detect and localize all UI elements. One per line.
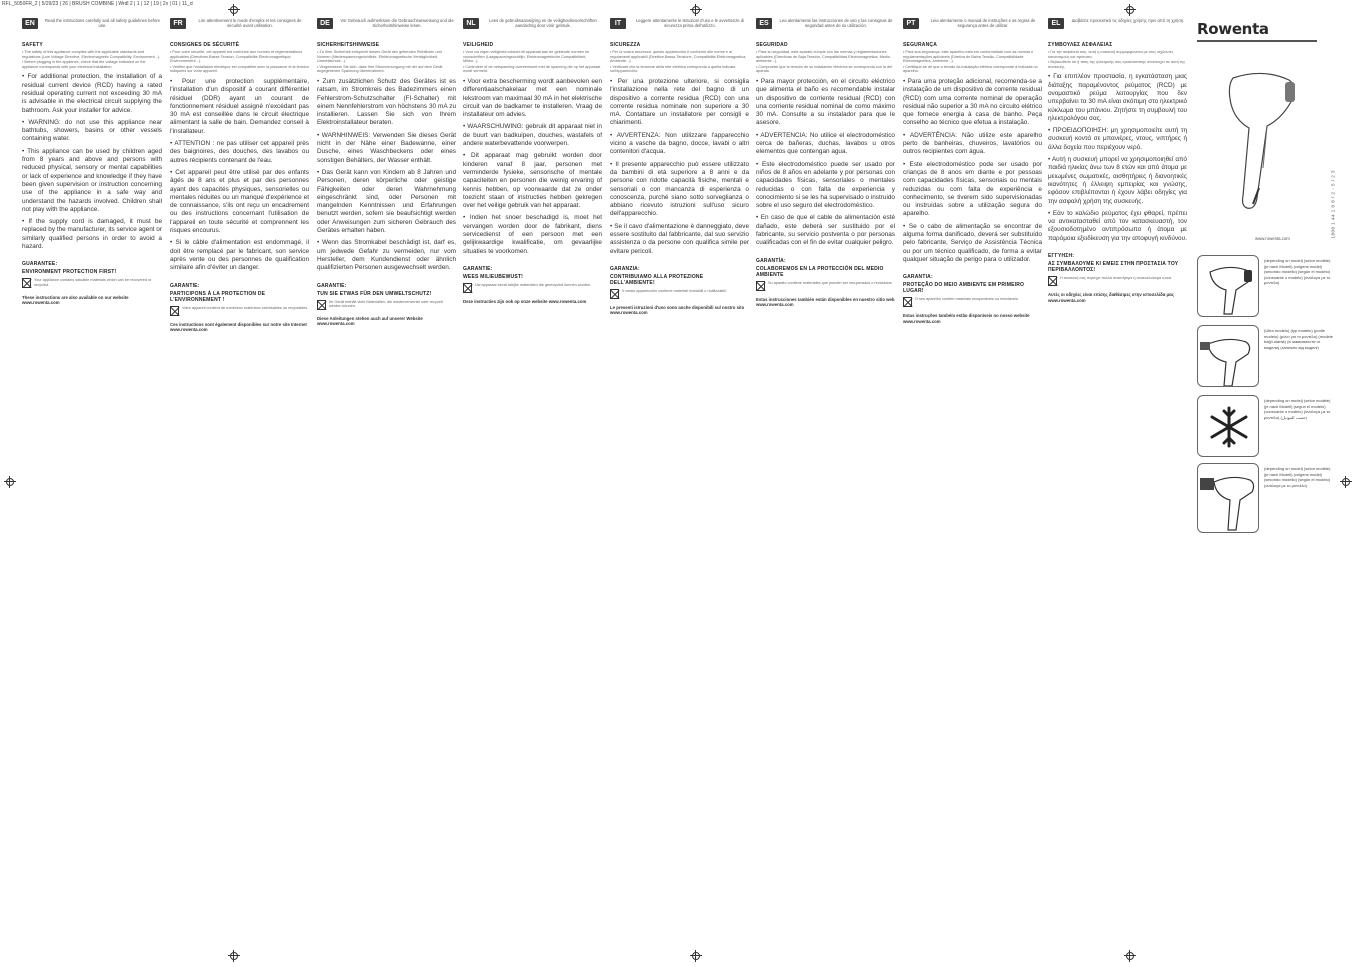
guarantee-title: GARANTIA: [903, 274, 933, 281]
crossed-bin-icon [22, 278, 31, 288]
water-warning: • ΠΡΟΕΙΔΟΠΟΙΗΣΗ: μη χρησιμοποιείτε αυτή τη συσκευή κοντά σε μπανιέρες, ντους, νιπτήρες ή άλλα δοχεία που περιέχουν νερό. [1048, 127, 1187, 151]
rcd-warning: • Pour une protection supplémentaire, l'installation d'un dispositif à courant différentiel résiduel (DDR) ayant un courant de fonctionnement résiduel assigné n'excédant pas 30 mA est conseillée dans le circuit électrique alimentant la salle de bain. Demandez conseil à l'installateur. [170, 77, 309, 135]
print-header-text: RFL_5050FR_2 | 5/29/23 | 26 | BRUSH COMBINE | Wrdl 2 | 1 | 12 | 19 | 2x | 01 | 11_d [2, 1, 193, 7]
environment-title: ΑΣ ΣΥΜΒΑΛΟΥΜΕ ΚΙ ΕΜΕΙΣ ΣΤΗΝ ΠΡΟΣΤΑΣΙΑ ΤΟΥ ΠΕΡΙΒΑΛΛΟΝΤΟΣ! [1048, 261, 1179, 274]
cord-warning: • Si le câble d'alimentation est endommagé, il doit être remplacé par le fabricant, son service après vente ou des personnes de qualification similaire afin d'éviter un danger. [170, 239, 309, 272]
cord-warning: • Wenn das Stromkabel beschädigt ist, darf es, um jedwede Gefahr zu vermeiden, nur vom Hersteller, dem Kundendienst oder ähnlich qualifizierten Personen ausgewechselt werden. [317, 239, 456, 272]
language-column-fr [170, 18, 309, 938]
safety-title: ΣΥΜΒΟΥΛΕΣ ΑΣΦΑΛΕΙΑΣ [1048, 42, 1113, 48]
environment-title: PARTICIPONS À LA PROTECTION DE L'ENVIRONNEMENT ! [170, 290, 266, 303]
children-warning: • Este electrodoméstico pode ser usado por crianças de 8 anos em diante e por pessoas com capacidades físicas, sensoriais ou mentais reduzidas ou com falta de experiência e conhecimento, se tiverem sido supervisionadas ou instruídas sobre a utilização segura do aparelho. [903, 160, 1042, 218]
hair-dryer-icon [1198, 326, 1259, 387]
rcd-warning: • Voor extra bescherming wordt aanbevolen een differentiaalschakelaar met een nominale lekstroom van maximaal 30 mA in het elektrische circuit van de badkamer te installeren. Vraag de installateur om advies. [463, 77, 602, 119]
brand-panel [1197, 20, 1337, 245]
crossed-bin-icon [610, 289, 619, 299]
environment-block [317, 300, 456, 310]
registration-mark-icon [1340, 476, 1352, 488]
website-footer: Deze instructies zijn ook op onze website www.rowenta.com [463, 298, 587, 304]
children-warning: • Αυτή η συσκευή μπορεί να χρησιμοποιηθεί από παιδιά ηλικίας άνω των 8 ετών και από άτομα με μειωμένες σωματικές, αισθητήριες ή διανοητικές ικανότητες ή έλλειψη εμπειρίας και γνώσης, εφόσον επιβλέπονται ή έχουν λάβει οδηγίες για την ασφαλή χρήση της συσκευής. [1048, 156, 1187, 205]
mode-text-4: (depending on model) (selon modèle) (je nach Modell) (volgens model) (secondo modello) (según el modelo) (ανάλογα με το μοντέλο) [1264, 466, 1331, 488]
language-column-de [317, 18, 456, 938]
environment-block [22, 278, 162, 288]
rcd-warning: • Per una protezione ulteriore, si consiglia l'installazione nella rete del bagno di un dispositivo a corrente residua (RCD) con una corrente residua nominale non superiore a 30 mA. Contattare un installatore per consigli e chiarimenti. [610, 77, 749, 127]
water-warning: • WARNING: do not use this appliance near bathtubs, showers, basins or other vessels containing water. [22, 118, 162, 143]
column-intro: Vor Gebrauch aufmerksam die Gebrauchsanweisung und die Sicherheitshinweise lesen. [340, 18, 454, 28]
language-column-pt [903, 18, 1042, 938]
column-intro: Διαβάστε προσεκτικά τις οδηγίες χρήσης πριν από τη χρήση. [1071, 18, 1185, 23]
column-intro: Lire attentivement le mode d'emploi et les consignes de sécurité avant utilisation. [198, 18, 302, 28]
water-warning: • ADVERTENCIA: No utilice el electrodoméstico cerca de bañeras, duchas, lavabos u otros elementos que contengan agua. [756, 131, 895, 156]
environment-text: Votre appareil contient de nombreux matériaux valorisables ou recyclables. [182, 305, 309, 310]
safety-title: SICUREZZA [610, 42, 641, 48]
environment-block [463, 283, 602, 293]
safety-title: VEILIGHEID [463, 42, 494, 48]
registration-mark-icon [1124, 4, 1136, 16]
hair-dryer-illustration [1223, 68, 1303, 218]
column-intro: Read the instructions carefully and all safety guidelines before use. [45, 18, 160, 28]
guarantee-title: GUARANTEE: [22, 261, 58, 268]
safety-small-text: • Zu Ihrer Sicherheit entspricht dieses Gerät den geltenden Richtlinien und Normen (Niederspannungsrichtlinie, Elektromagnetische Verträglichkeit, Umweltschutz...). [317, 50, 442, 64]
registration-mark-icon [4, 476, 16, 488]
mode-card-1 [1197, 255, 1259, 317]
children-warning: • This appliance can be used by children aged from 8 years and above and persons with reduced physical, sensory or mental capabilities or lack of experience and knowledge if they have been given supervision or instruction concerning use of the appliance in a safe way and understand the hazards involved. Children shall not play with the appliance. [22, 147, 162, 213]
environment-text: Il vostro apparecchio contiene materiali riciclabili o riutilizzabili. [622, 288, 727, 293]
column-intro: Leia atentamente o manual de instruções e as regras de segurança antes de utilizar. [930, 18, 1036, 28]
website-footer: Ces instructions sont également disponibles sur notre site Internet www.rowenta.com [170, 321, 307, 332]
column-intro: Leggere attentamente le istruzioni d'uso e le avvertenze di sicurezza prima dell'utilizzo. [635, 18, 745, 28]
environment-title: TUN SIE ETWAS FÜR DEN UMWELTSCHUTZ! [317, 290, 432, 297]
water-warning: • WAARSCHUWING: gebruik dit apparaat niet in de buurt van badkuipen, douches, wastafels of andere waterbevattende voorwerpen. [463, 123, 602, 148]
environment-block [170, 306, 309, 316]
safety-small-text: • Certifique-se de que a tensão da instalação elétrica corresponde à indicada no aparelho. [903, 64, 1038, 74]
column-header [317, 18, 456, 40]
column-intro: Lea atentamente las instrucciones de uso y las consignas de seguridad antes de su utilización. [779, 18, 893, 28]
environment-title: ENVIRONMENT PROTECTION FIRST! [22, 269, 117, 276]
crossed-bin-icon [756, 281, 765, 291]
safety-title: SEGURIDAD [756, 42, 788, 48]
cord-warning: • Indien het snoer beschadigd is, moet het vervangen worden door de fabrikant, diens servicedienst of een persoon met een gelijkwaardige kwalificatie, om gevaarlijke situaties te voorkomen. [463, 214, 602, 255]
environment-block [756, 281, 895, 291]
crossed-bin-icon [170, 306, 179, 316]
column-header [756, 18, 895, 40]
safety-small-text: • Βεβαιωθείτε ότι η τάση της ηλεκτρικής σας εγκατάστασης αντιστοιχεί σε αυτή της συσκευής. [1048, 60, 1186, 69]
safety-small-text: • Controleer of de netspanning overeenkomt met de spanning die op het apparaat wordt vermeld. [463, 64, 601, 74]
language-badge: IT [610, 18, 626, 29]
column-header [1048, 18, 1187, 40]
safety-small-text: • Per la vostra sicurezza, questo apparecchio è conforme alle norme e ai regolamenti applicabili (Direttive Bassa Tensione, Compatibilità Elettromagnetica, Ambiente...). [610, 50, 747, 64]
guarantee-title: GARANTÍA: [756, 257, 786, 264]
guarantee-title: ΕΓΓΥΗΣΗ: [1048, 253, 1075, 260]
mode-card-2 [1197, 325, 1259, 387]
language-column-nl [463, 18, 602, 938]
mode-text-2: (Ultra modelu) (typ modelu) (podle modelu) (μόνο για το μοντέλο) (modele bağlı olarak) (в зависимости от модели) (залежно від моделі) [1264, 328, 1333, 350]
environment-text: O seu aparelho contém materiais recuperáveis ou recicláveis. [915, 297, 1019, 302]
registration-mark-icon [1124, 950, 1136, 962]
safety-small-text: • Verificare che la tensione della rete elettrica corrisponda a quella indicata sull'apparecchio. [610, 64, 736, 74]
language-badge: DE [317, 18, 333, 29]
language-column-es [756, 18, 895, 938]
environment-block [610, 289, 749, 299]
environment-text: Ihr Gerät enthält viele Materialien, die wiederverwertet oder recycelt werden können. [329, 299, 443, 309]
website-footer: Estas instrucciones también están disponibles en nuestro sitio web www.rowenta.com [756, 296, 895, 308]
registration-mark-icon [690, 4, 702, 16]
water-warning: • AVVERTENZA: Non utilizzare l'apparecchio vicino a vasche da bagno, docce, lavabi o altri contenitori d'acqua. [610, 131, 749, 156]
language-badge: PT [903, 18, 919, 29]
mode-card-3 [1197, 395, 1259, 457]
column-header [22, 18, 162, 40]
environment-title: COLABOREMOS EN LA PROTECCIÓN DEL MEDIO AMBIENTE [756, 265, 884, 278]
water-warning: • ATTENTION : ne pas utiliser cet appareil près des baignoires, des douches, des lavabos ou autres récipients contenant de l'eau. [170, 140, 309, 164]
mode-text-3: (depending on model) (selon modèle) (je nach Modell) (según el modelo) (consoante o modelo) (ανάλογα με το μοντέλο) (حسب الموديل) [1264, 398, 1331, 420]
safety-small-text: • Pour votre sécurité, cet appareil est conforme aux normes et réglementations applicables (Directives Basse Tension, Compatibilité Électromagnétique, Environnement...). [170, 50, 303, 64]
water-warning: • ADVERTÊNCIA: Não utilize este aparelho perto de banheiras, chuveiros, lavatórios ou outros recipientes com água. [903, 131, 1042, 156]
column-intro: Lees de gebruiksaanwijzing en de veiligheidsvoorschriften aandachtig door vóór gebruik. [489, 18, 597, 28]
registration-mark-icon [228, 4, 240, 16]
mode-text-1: (depending on model) (selon modèle) (je nach Modell) (volgens model) (secondo modello) (según el modelo) (consoante o modelo) (ανάλογα με το μοντέλο) [1264, 258, 1331, 285]
children-warning: • Dit apparaat mag gebruikt worden door kinderen vanaf 8 jaar, personen met verminderde fysieke, sensorische of mentale capaciteiten en personen die weinig ervaring of kennis hebben, op voorwaarde dat ze onder toezicht staan of instructies hebben gekregen over het veilige gebruik van het apparaat. [463, 152, 602, 210]
crossed-bin-icon [1048, 276, 1057, 286]
website-footer: Diese Anleitungen stehen auch auf unserer Website www.rowenta.com [317, 315, 423, 327]
website-footer: Estas instruções também estão disponíveis no nosso website www.rowenta.com [903, 313, 1030, 324]
language-badge: EL [1048, 18, 1064, 29]
children-warning: • Cet appareil peut être utilisé par des enfants âgés de 8 ans et plus et par des personnes ayant des capacités physiques, sensorielles ou mentales réduites ou un manque d'expérience et de connaissance, s'ils ont reçu un encadrement ou des instructions concernant l'utilisation de l'appareil en toute sécurité et comprennent les risques encourus. [170, 168, 309, 235]
safety-small-text: • Vergewissern Sie sich, dass Ihre Stromversorgung mit der auf dem Gerät angegebenen Spannung übereinstimmt. [317, 64, 443, 74]
language-column-en [22, 18, 162, 938]
environment-block [1048, 276, 1187, 286]
rcd-warning: • For additional protection, the installation of a residual current device (RCD) having a rated residual operating current not exceeding 30 mA is advisable in the electrical circuit supplying the bathroom. Ask your installer for advice. [22, 73, 162, 114]
water-warning: • WARNHINWEIS: Verwenden Sie dieses Gerät nicht in der Nähe einer Badewanne, einer Dusche, eines Waschbeckens oder eines sonstigen Behälters, der Wasser enthält. [317, 131, 456, 164]
language-column-el [1048, 18, 1187, 938]
brand-website: www.rowenta.com [1255, 236, 1290, 241]
children-warning: • Das Gerät kann von Kindern ab 8 Jahren und Personen, deren körperliche oder geistige Fähigkeiten oder deren Wahrnehmung eingeschränkt sind, oder Personen mit mangelnden Kenntnissen und Erfahrungen benutzt werden, sofern sie beaufsichtigt werden oder Anweisungen zum sicheren Gebrauch des Gerätes erhalten haben. [317, 168, 456, 235]
snowflake-icon [1198, 396, 1259, 457]
registration-mark-icon [690, 950, 702, 962]
mode-card-4 [1197, 463, 1259, 533]
children-warning: • Il presente apparecchio può essere utilizzato da bambini di età superiore a 8 anni e da persone con ridotte capacità fisiche, mentali e sensoriali o con mancanza di esperienza o conoscenza, purché siano sotto sorveglianza o abbiano ricevuto istruzioni sull'uso sicuro dell'apparecchio. [610, 160, 749, 218]
children-warning: • Este electrodoméstico puede ser usado por niños de 8 años en adelante y por personas con capacidades físicas, sensoriales o mentales reducidas o con falta de experiencia y conocimiento si se les ha supervisado o instruido sobre el uso seguro del electrodoméstico. [756, 160, 895, 210]
environment-title: CONTRIBUIAMO ALLA PROTEZIONE DELL'AMBIENTE! [610, 273, 704, 286]
brand-underline [1197, 40, 1317, 42]
language-column-it [610, 18, 749, 938]
column-header [170, 18, 309, 40]
safety-title: SAFETY [22, 42, 43, 48]
print-header [0, 0, 1356, 10]
crossed-bin-icon [463, 283, 472, 293]
environment-text: Uw apparaat bevat talrijke materialen die gerecycled kunnen worden. [475, 282, 592, 287]
safety-small-text: • Compruebe que la tensión de su instalación eléctrica se corresponda con la del aparato. [756, 64, 892, 74]
hair-dryer-concentrator-icon [1198, 464, 1259, 533]
safety-title: SICHERHEITSHINWEISE [317, 42, 380, 48]
environment-text: Su aparato contiene materiales que pueden ser recuperados o reciclados. [768, 280, 893, 285]
environment-title: WEES MILIEUBEWUST! [463, 273, 523, 280]
guarantee-title: GARANZIA: [610, 265, 640, 272]
cord-warning: • If the supply cord is damaged, it must be replaced by the manufacturer, its service agent or similarly qualified persons in order to avoid a hazard. [22, 218, 162, 251]
language-badge: EN [22, 18, 38, 29]
rcd-warning: • Para uma proteção adicional, recomenda-se a instalação de um dispositivo de corrente residual (RCD) com uma corrente nominal de operação residual não superior a 30 mA no circuito elétrico que fornece energia à casa de banho. Peça conselho ao técnico que efetua a instalação. [903, 77, 1042, 127]
cord-warning: • En caso de que el cable de alimentación esté dañado, este deberá ser sustituido por el fabricante, su servicio postventa o por personas cualificadas con el fin de evitar cualquier peligro. [756, 214, 895, 247]
guarantee-title: GARANTIE: [170, 282, 200, 289]
column-header [463, 18, 602, 40]
cord-warning: • Εάν το καλώδιο ρεύματος έχει φθαρεί, πρέπει να αντικατασταθεί από τον κατασκευαστή, τον εξουσιοδοτημένο αντιπρόσωπο ή άτομα με παρόμοια εξειδίκευση για την αποφυγή κινδύνου. [1048, 209, 1187, 242]
safety-small-text: • Vérifiez que l'installation électrique est compatible avec la puissance et la tension indiquées sur votre appareil. [170, 64, 309, 74]
safety-title: CONSIGNES DE SÉCURITÉ [170, 42, 240, 48]
rcd-warning: • Zum zusätzlichen Schutz des Gerätes ist es ratsam, im Stromkreis des Badezimmers einen Fehlerstrom-Schutzschalter (FI-Schalter) mit einem Nennfehlerstrom von höchstens 30 mA zu installieren. Lassen Sie sich von Ihrem Elektroinstallateur beraten. [317, 77, 456, 127]
safety-small-text: • The safety of this appliance complies with the applicable standards and regulations (Low Voltage Directive, Electromagnetic Compatibility, Environment...). [22, 50, 161, 59]
environment-block [903, 297, 1042, 307]
crossed-bin-icon [903, 297, 912, 307]
hair-dryer-icon [1198, 256, 1259, 317]
language-badge: NL [463, 18, 479, 29]
safety-small-text: • Before plugging in the appliance, check that the voltage indicated on the appliance corresponds with your electrical installation. [22, 60, 146, 69]
column-header [903, 18, 1042, 40]
rcd-warning: • Για επιπλέον προστασία, η εγκατάσταση μιας διάταξης παραμένοντος ρεύματος (RCD) με ονομαστικό ρεύμα λειτουργίας που δεν υπερβαίνει τα 30 mA είναι σκόπιμη στο ηλεκτρικό κύκλωμα του μπάνιου. Ζητήστε τη συμβουλή του ηλεκτρολόγου σας. [1048, 73, 1187, 122]
language-badge: FR [170, 18, 186, 29]
guarantee-title: GARANTIE: [463, 265, 493, 272]
cord-warning: • Se il cavo d'alimentazione è danneggiato, deve essere sostituito dal fabbricante, dal suo servizio assistenza o da persone con qualifica simile per evitare pericoli. [610, 222, 749, 255]
safety-small-text: • Voor uw eigen veiligheid voldoet dit apparaat aan de geldende normen en voorschriften (Laagspanningsrichtlijn, Elektromagnetische Compatibiliteit, Milieu...). [463, 50, 590, 64]
safety-small-text: • Para sua segurança, este aparelho está em conformidade com as normas e regulamentações aplicáveis (Diretiva de Baixa Tensão, Compatibilidade Eletromagnética, Ambiente...). [903, 50, 1034, 64]
language-badge: ES [756, 18, 772, 29]
rcd-warning: • Para mayor protección, en el circuito eléctrico que alimenta el baño es recomendable instalar un dispositivo de corriente residual (RCD) con una corriente residual nominal de como máximo 30 mA. Consulte a su instalador para que le asesore. [756, 77, 895, 127]
cord-warning: • Se o cabo de alimentação se encontrar de alguma forma danificado, deverá ser substituído pelo fabricante, Serviço de Assistência Técnica ou por um técnico qualificado, de forma a evitar qualquer situação de perigo para o utilizador. [903, 222, 1042, 263]
environment-text: Your appliance contains valuable materials which can be recovered or recycled. [34, 278, 152, 287]
registration-mark-icon [228, 950, 240, 962]
product-code: 1800 1 44 1 0 8 / 2 - 5 / 2 3 [1331, 170, 1336, 239]
brand-logo: Rowenta [1197, 20, 1269, 38]
environment-title: PROTEÇÃO DO MEIO AMBIENTE EM PRIMEIRO LUGAR! [903, 282, 1025, 295]
environment-text: Η συσκευή σας περιέχει πολλά ανακτήσιμα ή ανακυκλώσιμα υλικά. [1060, 276, 1173, 281]
safety-small-text: • Για την ασφάλειά σας, αυτή η συσκευή συμμορφώνεται με τους ισχύοντες κανονισμούς και πρότυπα. [1048, 50, 1174, 59]
safety-small-text: • Para su seguridad, este aparato cumple con las normas y reglamentaciones aplicables (Directivas de Baja Tensión, Compatibilidad Electromagnética, Medio ambiente...). [756, 50, 890, 64]
guarantee-title: GARANTIE: [317, 282, 347, 289]
website-footer: Αυτές οι οδηγίες είναι επίσης διαθέσιμες στην ιστοσελίδα μας www.rowenta.com [1048, 292, 1175, 303]
website-footer: Le presenti istruzioni d'uso sono anche disponibili sul nostro sito www.rowenta.com [610, 304, 745, 316]
crossed-bin-icon [317, 300, 326, 310]
safety-title: SEGURANÇA [903, 42, 938, 48]
website-footer: These instructions are also available on our website www.rowenta.com [22, 294, 129, 305]
column-header [610, 18, 749, 40]
